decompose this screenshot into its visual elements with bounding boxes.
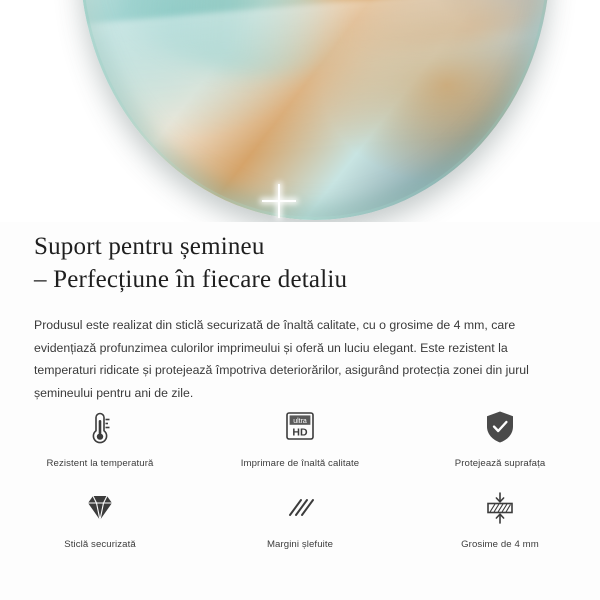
shield-check-icon bbox=[477, 404, 523, 450]
feature-item-temperature bbox=[0, 404, 200, 469]
feature-item-tempered-glass bbox=[0, 485, 200, 550]
diamond-icon bbox=[77, 485, 123, 531]
feature-label: Grosime de 4 mm bbox=[461, 539, 539, 550]
feature-label: Sticlă securizată bbox=[64, 539, 136, 550]
round-glass-product-image bbox=[80, 0, 550, 220]
feature-label: Protejează suprafața bbox=[454, 458, 546, 469]
ultra-hd-icon bbox=[277, 404, 323, 450]
feature-item-polished-edges bbox=[200, 485, 400, 550]
feature-label: Rezistent la temperatură bbox=[46, 458, 154, 469]
polished-edges-icon bbox=[277, 485, 323, 531]
feature-item-surface-protection bbox=[400, 404, 600, 469]
product-description-text: Produsul este realizat din sticlă securizată de înaltă calitate, cu o grosime de 4 mm, care evidențiază profunzimea culorilor imprimeului și oferă un luciu elegant. Este rezistent la temperaturi ridicate și protejează împotriva deteriorărilor, asigurând protecția zonei din jurul șemineului pentru ani de zile. bbox=[34, 318, 529, 401]
thickness-4mm-icon bbox=[477, 485, 523, 531]
feature-item-print-quality bbox=[200, 404, 400, 469]
glass-edge bbox=[80, 0, 550, 220]
feature-label: Margini șlefuite bbox=[266, 539, 334, 550]
headline-line-2: – Perfecțiune în fiecare detaliu bbox=[34, 266, 348, 293]
feature-label: Imprimare de înaltă calitate bbox=[240, 458, 360, 469]
feature-grid bbox=[0, 404, 600, 550]
svg-text:ultra: ultra bbox=[293, 417, 307, 425]
thermometer-icon bbox=[77, 404, 123, 450]
svg-text:HD: HD bbox=[292, 426, 308, 439]
headline-line-1: Suport pentru șemineu bbox=[34, 233, 265, 260]
hero-image bbox=[0, 0, 600, 222]
page-title bbox=[0, 222, 600, 296]
text-content bbox=[0, 222, 600, 405]
feature-item-thickness bbox=[400, 485, 600, 550]
